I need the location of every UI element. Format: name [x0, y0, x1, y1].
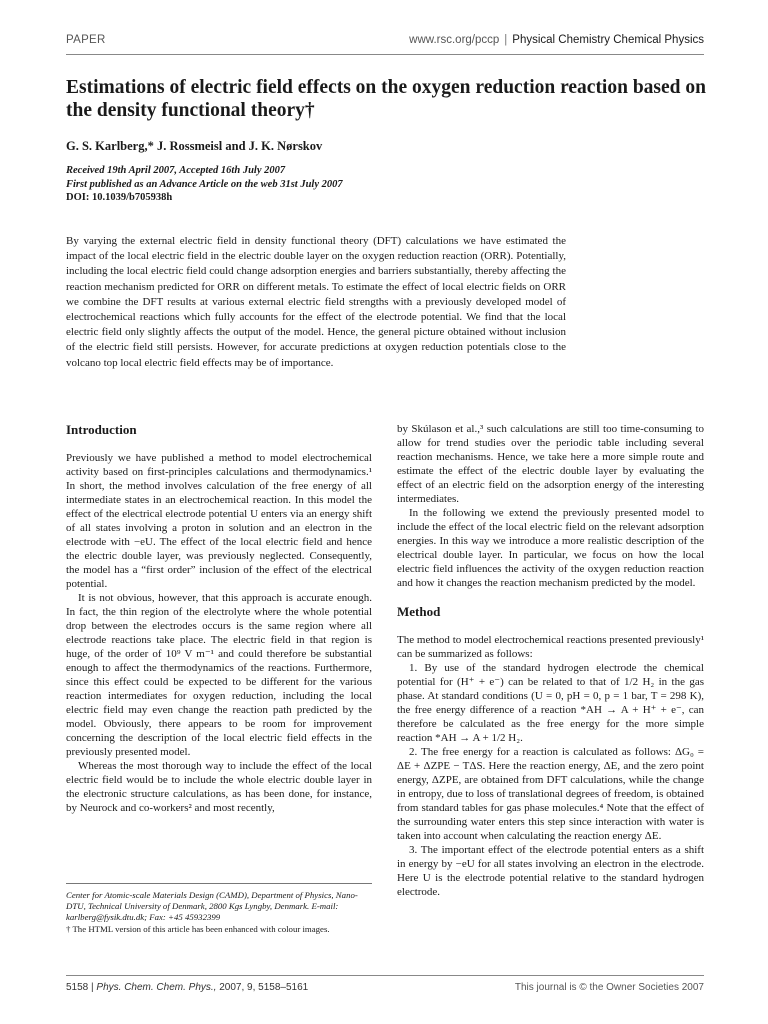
- author-affiliation: Center for Atomic-scale Materials Design (CAMD), Department of Physics, Nano-DTU, Technical University of Denmark, 2800 Kgs Lyngby, Denmark. E-mail: karlberg@fysik.dtu.dk; Fax: +45 45932399: [66, 890, 358, 923]
- paragraph: 1. By use of the standard hydrogen electrode the chemical potential for (H⁺ + e⁻) can be related to that of 1/2 H₂ in the gas phase. At standard conditions (U = 0, pH = 0, p = 1 bar, T = 298 K), the free energy difference of a reaction *AH → A + H⁺ + e⁻, can therefore be calculated as the free energy for the more simple reaction *AH → A + 1/2 H₂.: [397, 662, 704, 744]
- page-header: [66, 34, 704, 46]
- paragraph: In the following we extend the previously presented model to include the effect of the local electric field on the relevant adsorption energies. In this way we introduce a more realistic description of the electrical double layer. In particular, we focus on how the local electric field influences the activity of the oxygen reduction reaction and how it changes the reaction mechanism predicted by the model.: [397, 507, 704, 589]
- doi-link[interactable]: DOI: 10.1039/b705938h: [66, 192, 173, 203]
- abstract: By varying the external electric field in density functional theory (DFT) calculations we have estimated the impact of the local electric field in the electric double layer on the oxygen reduction reaction (ORR). Potentially, including the local electric field could change adsorption energies and barriers substantially, thereby affecting the reaction mechanism predicted for ORR on different metals. To estimate the effect of local electric fields on ORR we combine the DFT results at various external electric field strengths with a previously developed model of electrochemical reactions which fully accounts for the effect of the electrode potential. We find that the local electric field only slightly affects the output of the model. Hence, the general picture obtained without inclusion of the electric field still persists. However, for accurate predictions at oxygen reduction potentials close to the volcano top local electric field effects may be of importance.: [66, 235, 566, 369]
- paragraph: 3. The important effect of the electrode potential enters as a shift in energy by −eU for all states involving an electron in the electrode. Here U is the electrode potential relative to the standard hydrogen electrode.: [397, 844, 704, 898]
- citation-line: [66, 982, 308, 993]
- paragraph: 2. The free energy for a reaction is calculated as follows: ΔG₀ = ΔE + ΔZPE − TΔS. Here the reaction energy, ΔE, and the zero point energy, ΔZPE, are obtained from DFT calculations, while the change in entropy, due to loss of translational degrees of freedom, is obtained from standard tables for gas phase molecules.⁴ Note that the effect of the surrounding water enters this step since interaction with water is taken into account when calculating the reaction energy ΔE.: [397, 746, 704, 842]
- author-list: G. S. Karlberg,* J. Rossmeisl and J. K. Nørskov: [66, 139, 323, 153]
- page-number: 5158 |: [66, 982, 94, 993]
- left-column: [66, 422, 372, 815]
- footer-rule: [66, 975, 704, 976]
- method-heading: Method: [397, 604, 441, 619]
- paragraph: The method to model electrochemical reactions presented previously¹ can be summarized as follows:: [397, 634, 704, 660]
- first-published: First published as an Advance Article on the web 31st July 2007: [66, 178, 343, 190]
- volume-pages: 2007, 9, 5158–5161: [219, 982, 309, 993]
- header-separator: |: [504, 34, 508, 46]
- article-type-label: PAPER: [66, 34, 106, 46]
- journal-url-link[interactable]: www.rsc.org/pccp: [409, 34, 500, 46]
- paragraph: Previously we have published a method to model electrochemical activity based on first-principles calculations and thermodynamics.¹ In short, the method involves calculation of the free energy of all intermediate states in an electrochemical reaction. In this model the effect of the electrical electrode potential U enters via an energy shift of all states involving a proton in solution and an electron in the electrode with −eU. The effect of the local electric field and hence the electric double layer, was previously neglected. Consequently, the model has a “first order” inclusion of the effect of the electrical potential.: [66, 452, 372, 590]
- right-column: [397, 422, 704, 899]
- footnote-rule: [66, 883, 372, 884]
- page-footer: [66, 982, 704, 993]
- journal-name: Physical Chemistry Chemical Physics: [512, 34, 704, 46]
- copyright-notice: This journal is © the Owner Societies 2007: [514, 982, 704, 993]
- received-dates: Received 19th April 2007, Accepted 16th July 2007: [66, 165, 286, 176]
- article-title: Estimations of electric field effects on the oxygen reduction reaction based on the density functional theory†: [66, 77, 706, 121]
- introduction-heading: Introduction: [66, 422, 137, 437]
- paragraph: by Skúlason et al.,³ such calculations are still too time-consuming to allow for trend studies over the periodic table including several reaction mechanisms. Hence, we take here a more simple route and estimate the effect of the electric double layer by evaluating the effect of an electric field on the adsorption energy of the interesting intermediates.: [397, 423, 704, 505]
- article-history: [66, 164, 343, 205]
- dagger-footnote: † The HTML version of this article has been enhanced with colour images.: [66, 923, 330, 934]
- journal-abbrev: Phys. Chem. Chem. Phys.,: [96, 982, 217, 993]
- journal-header: [409, 34, 704, 46]
- footnote-block: [66, 890, 372, 935]
- header-rule: [66, 54, 704, 55]
- paragraph: Whereas the most thorough way to include the effect of the local electric field would be to include the whole electric double layer in the electronic structure calculations, as has been done, for instance, by Neurock and co-workers² and most recently,: [66, 760, 372, 814]
- paragraph: It is not obvious, however, that this approach is accurate enough. In fact, the thin region of the electrolyte where the whole potential drop between the electrodes occurs is the same region where all electrode reactions take place. The electric field in that region is huge, of the order of 10⁹ V m⁻¹ and could therefore be substantial enough to affect the thermodynamics of the reactions. Furthermore, since this effect could be expected to be different for the various reaction intermediates for oxygen reduction, including the local electric field may even change the reaction path predicted by the model. Obviously, there appears to be room for improvement concerning the description of the local electric field effects in the previously presented model.: [66, 592, 372, 758]
